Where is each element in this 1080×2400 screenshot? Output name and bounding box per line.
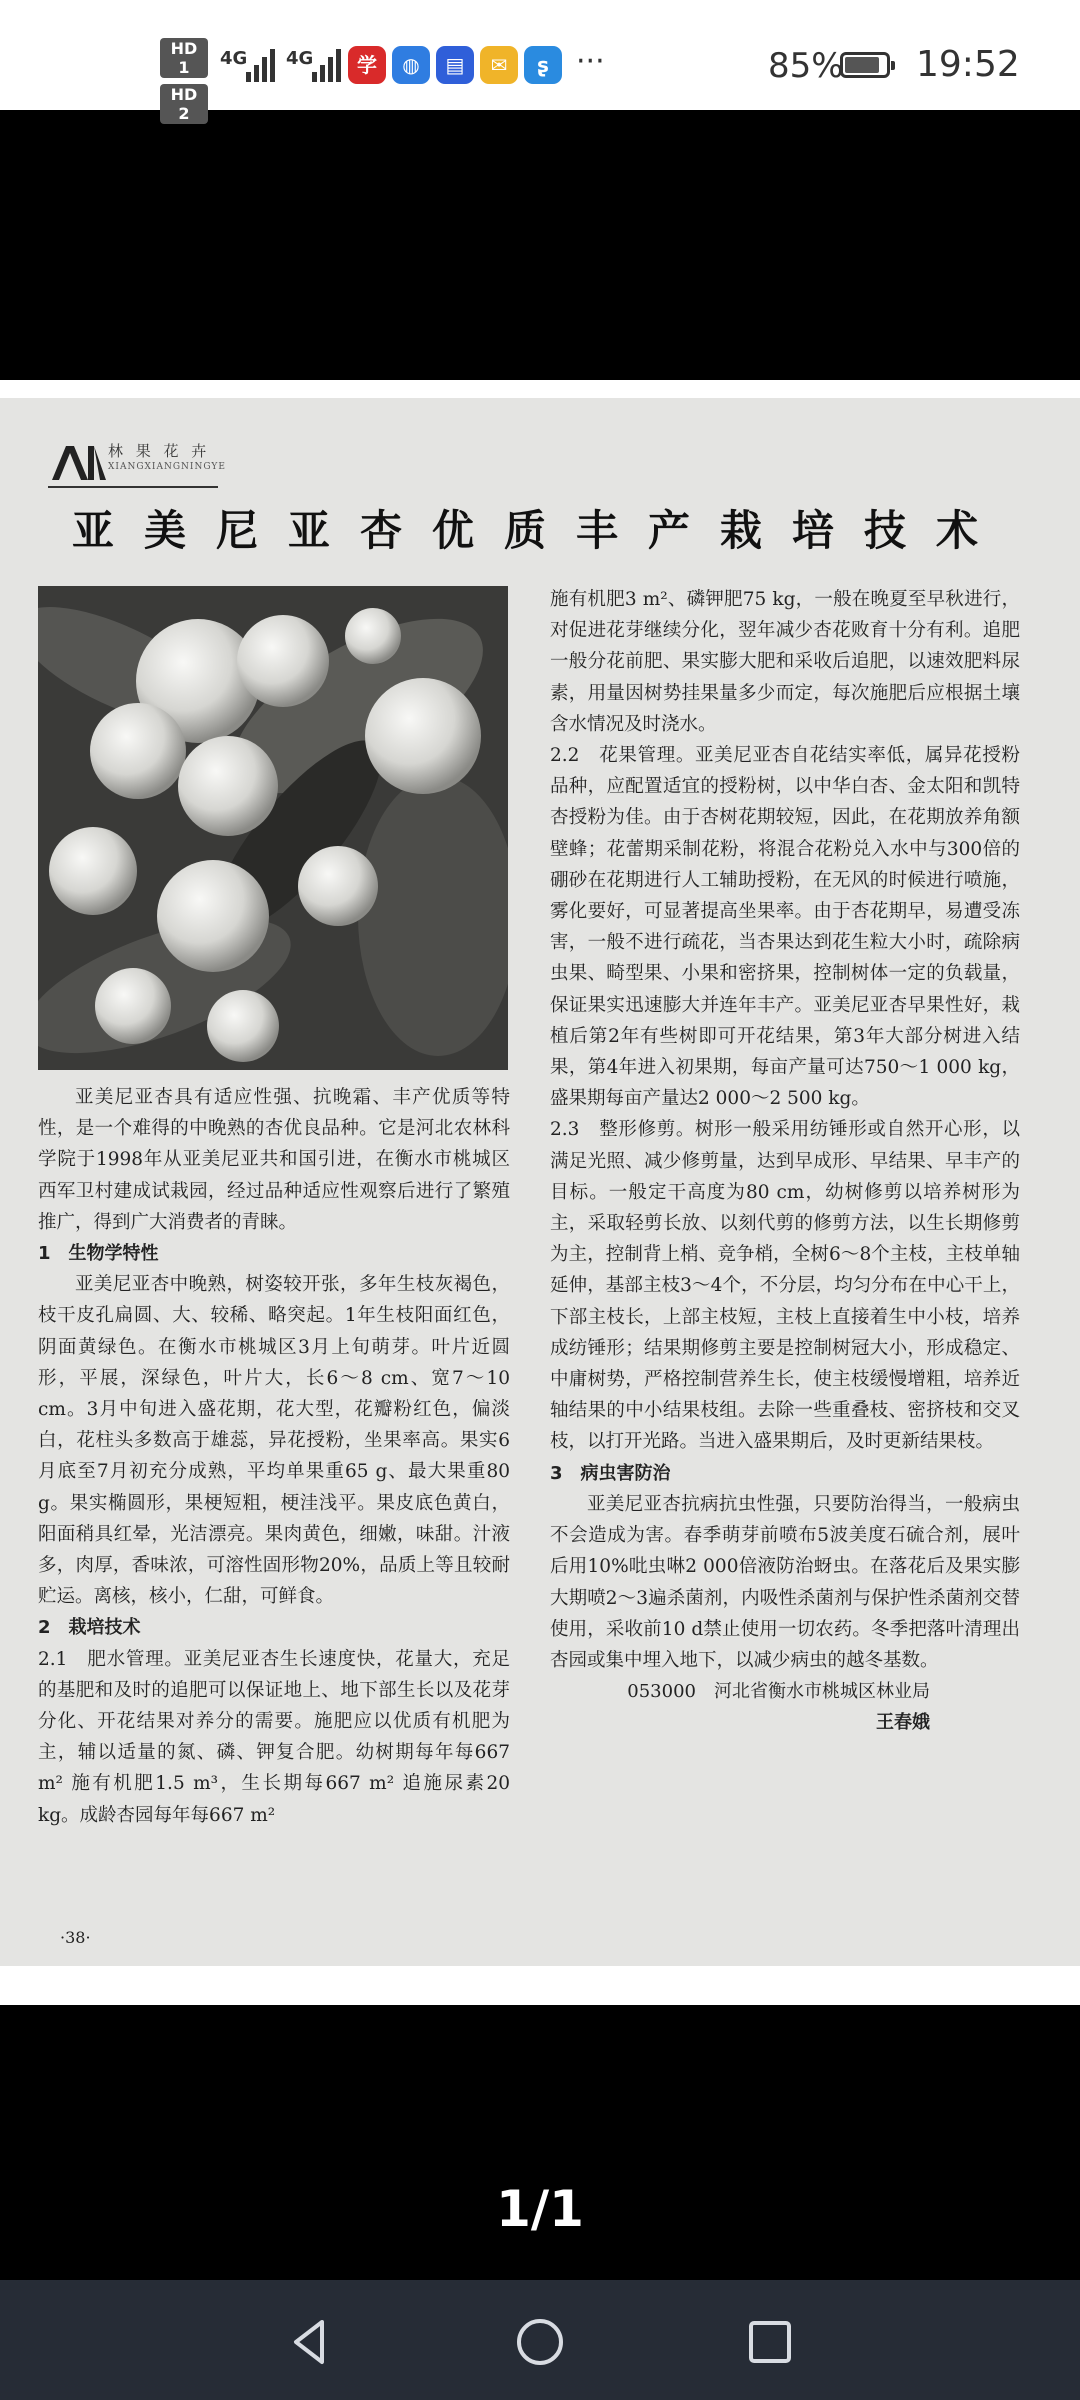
sim1-type: 4G bbox=[220, 48, 248, 69]
status-bar bbox=[0, 0, 1080, 123]
paragraph: 亚美尼亚杏具有适应性强、抗晚霜、丰产优质等特性，是一个难得的中晚熟的杏优良品种。它是河北农林科学院于1998年从亚美尼亚共和国引进，在衡水市桃城区西军卫村建成试栽园，经过品种适应性观察后进行了繁殖推广，得到广大消费者的青睐。 bbox=[38, 1087, 510, 1233]
magazine-section-sublabel: XIANGXIANGNINGYE bbox=[108, 462, 226, 472]
bulb-app-icon: ◍ bbox=[392, 46, 430, 84]
subsection-paragraph: 2.3 整形修剪。树形一般采用纺锤形或自然开心形，以满足光照、减少修剪量，达到早成形、早结果、早丰产的目标。一般定干高度为80 cm，幼树修剪以培养树形为主，采取轻剪长放、以刻代剪的修剪方法，以生长期修剪为主，控制背上梢、竞争梢，全树6～8个主枝，主枝单轴延伸，基部主枝3～4个，不分层，均匀分布在中心干上，下部主枝长，上部主枝短，主枝上直接着生中小枝，培养成纺锤形；结果期修剪主要是控制树冠大小，形成稳定、中庸树势，严格控制营养生长，使主枝缓慢增粗，培养近轴结果的中小结果枝组。去除一些重叠枝、密挤枝和交叉枝，以打开光路。当进入盛果期后，及时更新结果枝。 bbox=[550, 1119, 1020, 1453]
mail-app-icon: ✉ bbox=[480, 46, 518, 84]
author-affiliation: 053000 河北省衡水市桃城区林业局 bbox=[627, 1681, 930, 1703]
hd1-badge: HD 1 bbox=[160, 38, 208, 78]
section-heading: 1 生物学特性 bbox=[38, 1243, 159, 1265]
left-text-column bbox=[38, 1082, 510, 1831]
right-text-column bbox=[550, 584, 1020, 1739]
hd2-badge: HD 2 bbox=[160, 84, 208, 124]
battery-icon bbox=[840, 52, 890, 78]
header-divider bbox=[48, 486, 218, 488]
battery-percentage: 85% bbox=[768, 46, 844, 86]
sim2-type: 4G bbox=[286, 48, 314, 69]
article-title: 亚美尼亚杏优质丰产栽培技术 bbox=[71, 506, 1008, 555]
paragraph: 亚美尼亚杏中晚熟，树姿较开张，多年生枝灰褐色，枝干皮孔扁圆、大、较稀、略突起。1年生枝阳面红色，阴面黄绿色。在衡水市桃城区3月上旬萌芽。叶片近圆形，平展，深绿色，叶片大，长6～8 cm、宽7～10 cm。3月中旬进入盛花期，花大型，花瓣粉红色，偏淡白，花柱头多数高于雄蕊，异花授粉，坐果率高。果实6月底至7月初充分成熟，平均单果重65 g、最大果重80 g。果实椭圆形，果梗短粗，梗洼浅平。果皮底色黄白，阳面稍具红晕，光洁漂亮。果肉黄色，细嫩，味甜。汁液多，肉厚，香味浓，可溶性固形物20%，品质上等且较耐贮运。离核，核小，仁甜，可鲜食。 bbox=[38, 1274, 510, 1608]
subsection-paragraph: 2.1 肥水管理。亚美尼亚杏生长速度快，花量大，充足的基肥和及时的追肥可以保证地上、地下部生长以及花芽分化、开花结果对养分的需要。施肥应以优质有机肥为主，辅以适量的氮、磷、钾复合肥。幼树期每年每667 m² 施有机肥1.5 m³，生长期每667 m² 追施尿素20 kg。成龄杏园每年每667 m² bbox=[38, 1648, 510, 1826]
sim2-signal-icon bbox=[312, 48, 342, 82]
section-heading: 3 病虫害防治 bbox=[550, 1462, 671, 1484]
recent-apps-icon[interactable] bbox=[742, 2314, 798, 2370]
author-name: 王春娥 bbox=[876, 1712, 930, 1734]
subsection-paragraph: 施有机肥3 m²、磷钾肥75 kg，一般在晚夏至早秋进行，对促进花芽继续分化，翌年减少杏花败育十分有利。追肥一般分花前肥、果实膨大肥和采收后追肥，以速效肥料尿素，用量因树势挂果量多少而定，每次施肥后应根据土壤含水情况及时浇水。 bbox=[550, 589, 1020, 735]
apricot-photo bbox=[38, 586, 508, 1070]
back-icon[interactable] bbox=[282, 2314, 338, 2370]
status-time: 19:52 bbox=[916, 44, 1020, 85]
subsection-paragraph: 2.2 花果管理。亚美尼亚杏自花结实率低，属异花授粉品种，应配置适宜的授粉树，以中华白杏、金太阳和凯特杏授粉为佳。由于杏树花期较短，因此，在花期放养角额壁蜂；花蕾期采制花粉，将混合花粉兑入水中与300倍的硼砂在花期进行人工辅助授粉，在无风的时候进行喷施，雾化要好，可显著提高坐果率。由于杏花期早，易遭受冻害，一般不进行疏花，当杏果达到花生粒大小时，疏除病虫果、畸型果、小果和密挤果，控制树体一定的负载量，保证果实迅速膨大并连年丰产。亚美尼亚杏早果性好，栽植后第2年有些树即可开花结果，第3年大部分树进入结果，第4年进入初果期，每亩产量可达750～1 000 kg，盛果期每亩产量达2 000～2 500 kg。 bbox=[550, 745, 1020, 1110]
magazine-logo-icon bbox=[48, 440, 108, 484]
document-page[interactable] bbox=[0, 398, 1080, 1966]
bracket-app-icon: ʂ bbox=[524, 46, 562, 84]
home-icon[interactable] bbox=[512, 2314, 568, 2370]
magazine-section-label: 林 果 花 卉 bbox=[108, 442, 211, 460]
navigation-bar bbox=[0, 2280, 1080, 2400]
sim1-signal-icon bbox=[246, 48, 276, 82]
paragraph: 亚美尼亚杏抗病抗虫性强，只要防治得当，一般病虫不会造成为害。春季萌芽前喷布5波美度石硫合剂，展叶后用10%吡虫啉2 000倍液防治蚜虫。在落花后及果实膨大期喷2～3遍杀菌剂，内吸性杀菌剂与保护性杀菌剂交替使用，采收前10 d禁止使用一切农药。冬季把落叶清理出杏园或集中埋入地下，以减少病虫的越冬基数。 bbox=[550, 1493, 1020, 1671]
news-app-icon: 学 bbox=[348, 46, 386, 84]
page-number: ·38· bbox=[60, 1928, 91, 1947]
section-heading: 2 栽培技术 bbox=[38, 1617, 141, 1639]
battery-fill bbox=[845, 57, 879, 73]
document-viewer[interactable] bbox=[0, 380, 1080, 2005]
study-app-icon: ▤ bbox=[436, 46, 474, 84]
page-counter: 1/1 bbox=[496, 2180, 584, 2238]
more-notifications-icon: ··· bbox=[576, 44, 605, 79]
hd-indicators bbox=[160, 38, 212, 130]
